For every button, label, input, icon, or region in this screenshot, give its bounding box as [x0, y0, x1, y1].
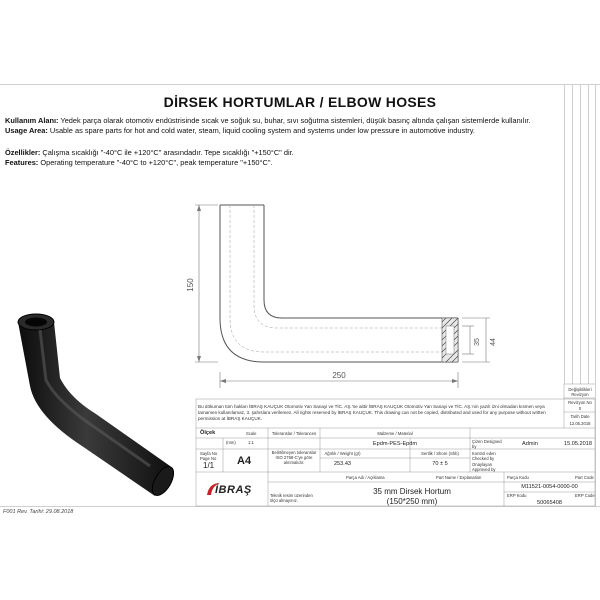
- material-label: Malzeme / Material: [377, 431, 413, 436]
- features-tr-label: Özellikler:: [5, 148, 41, 157]
- weight-label: Ağırlık / Weight (gr): [324, 451, 361, 456]
- usage-en-label: Usage Area:: [5, 126, 48, 135]
- scale-header: Ölçek: [200, 430, 216, 436]
- partcode-label: Parça Kodu: [507, 475, 529, 480]
- features-tr-text: Çalışma sıcaklığı "-40°C ile +120°C" arasındadır. Tepe sıcaklığı "+150°C" dir.: [40, 148, 294, 157]
- weight-value: 253.43: [333, 461, 352, 467]
- tolerance-text: Belirtilmeyen toleranslar ISO 2768-C'ye göre alınmalıdır.: [271, 450, 317, 465]
- dimension-arrows: [197, 205, 458, 383]
- company-name: İBRAŞ: [215, 484, 252, 496]
- scale-value: 1:1: [248, 440, 254, 445]
- hose-end-section: [442, 318, 458, 362]
- partcode-value: M11521-0054-0000-00: [521, 484, 578, 490]
- hardness-value: 70 ± 5: [432, 461, 448, 467]
- dimension-vertical: 150: [186, 278, 195, 292]
- partname-dims: (150*250 mm): [386, 497, 438, 506]
- designed-date: 15.05.2018: [564, 441, 592, 447]
- partname-label: Parça Adı / Açıklama: [346, 475, 385, 480]
- checked-label: Kontrol eden Checked by: [472, 451, 496, 461]
- page-label: Sayfa No Page No: [200, 451, 218, 461]
- designed-value: Admin: [522, 441, 538, 447]
- hose-3d-render: [18, 314, 178, 499]
- page-title: DİRSEK HORTUMLAR / ELBOW HOSES: [163, 94, 437, 110]
- revision-header: Değişiklikleri Revizyon: [568, 387, 592, 397]
- revision-date-value: 12.05.2018: [569, 421, 591, 426]
- dimension-horizontal: 250: [332, 371, 346, 380]
- partcode-label-en: Part Code: [575, 475, 594, 480]
- approved-label: Onaylayan Approved by: [472, 462, 496, 472]
- scale-label: Scale: [246, 431, 257, 436]
- unit-label: (mm): [226, 440, 236, 445]
- hardness-label: Sertlik / Shore (Shb): [421, 451, 459, 456]
- erp-label: ERP Kodu: [507, 493, 527, 498]
- designed-label: Çizen Designed by: [472, 439, 502, 449]
- page-value: 1/1: [203, 461, 215, 470]
- dimension-inner: 35: [474, 338, 481, 346]
- revision-no-value: 0: [578, 406, 582, 411]
- material-value: Epdm-PES-Epdm: [372, 441, 418, 447]
- features-en-text: Operating temperature "-40°C to +120°C", peak temperature "+150°C".: [38, 158, 273, 167]
- drawing-note: Teknik resim üzerinden ölçü almayınız.: [270, 493, 313, 503]
- usage-en-text: Usable as spare parts for hot and cold water, steam, liquid cooling system and systems under low pressure in automotive industry.: [47, 126, 475, 135]
- partname-label-en: Part Name / Explanation: [436, 475, 482, 480]
- form-revision-footer: F001 Rev. Tarihi: 29.08.2018: [3, 509, 74, 515]
- features-en-label: Features:: [5, 158, 39, 167]
- hose-2d-outline: [220, 205, 458, 362]
- paper-size: A4: [237, 455, 252, 467]
- revision-date-label: Tarih Date: [570, 414, 590, 419]
- erp-value: 50065408: [537, 500, 562, 506]
- partname-value: 35 mm Dirsek Hortum: [373, 487, 451, 496]
- dimension-outer: 44: [490, 338, 497, 346]
- revision-no-label: Revizyon No: [568, 400, 592, 405]
- ownership-notice: Bu dökuman tüm hakları İBRAŞ KAUÇUK Otomotiv Yan Sanayi ve TİC. AŞ.'ne aittir İBRAŞ KAUÇUK Otomotiv Yan Sanayi ve TİC. AŞ.'nin yazılı izni olmadan kısmen veya tamamen kullanılamaz, 3. şahıslara verilemez. All rights reserved by İBRAŞ KAUÇUK. This drawing can not be copied, distributed and used for any purpose without written permission at İBRAŞ KAUÇUK.: [198, 404, 546, 422]
- tolerance-label: Toleranslar / Tolerances: [271, 431, 317, 436]
- usage-tr-label: Kullanım Alanı:: [5, 116, 59, 125]
- erp-label-en: ERP Code: [575, 493, 595, 498]
- usage-tr-text: Yedek parça olarak otomotiv endüstrisinde sıcak ve soğuk su, buhar, sıvı soğutma sistemleri, düşük basınç altında çalışan sistemlerde kullanılır.: [58, 116, 531, 125]
